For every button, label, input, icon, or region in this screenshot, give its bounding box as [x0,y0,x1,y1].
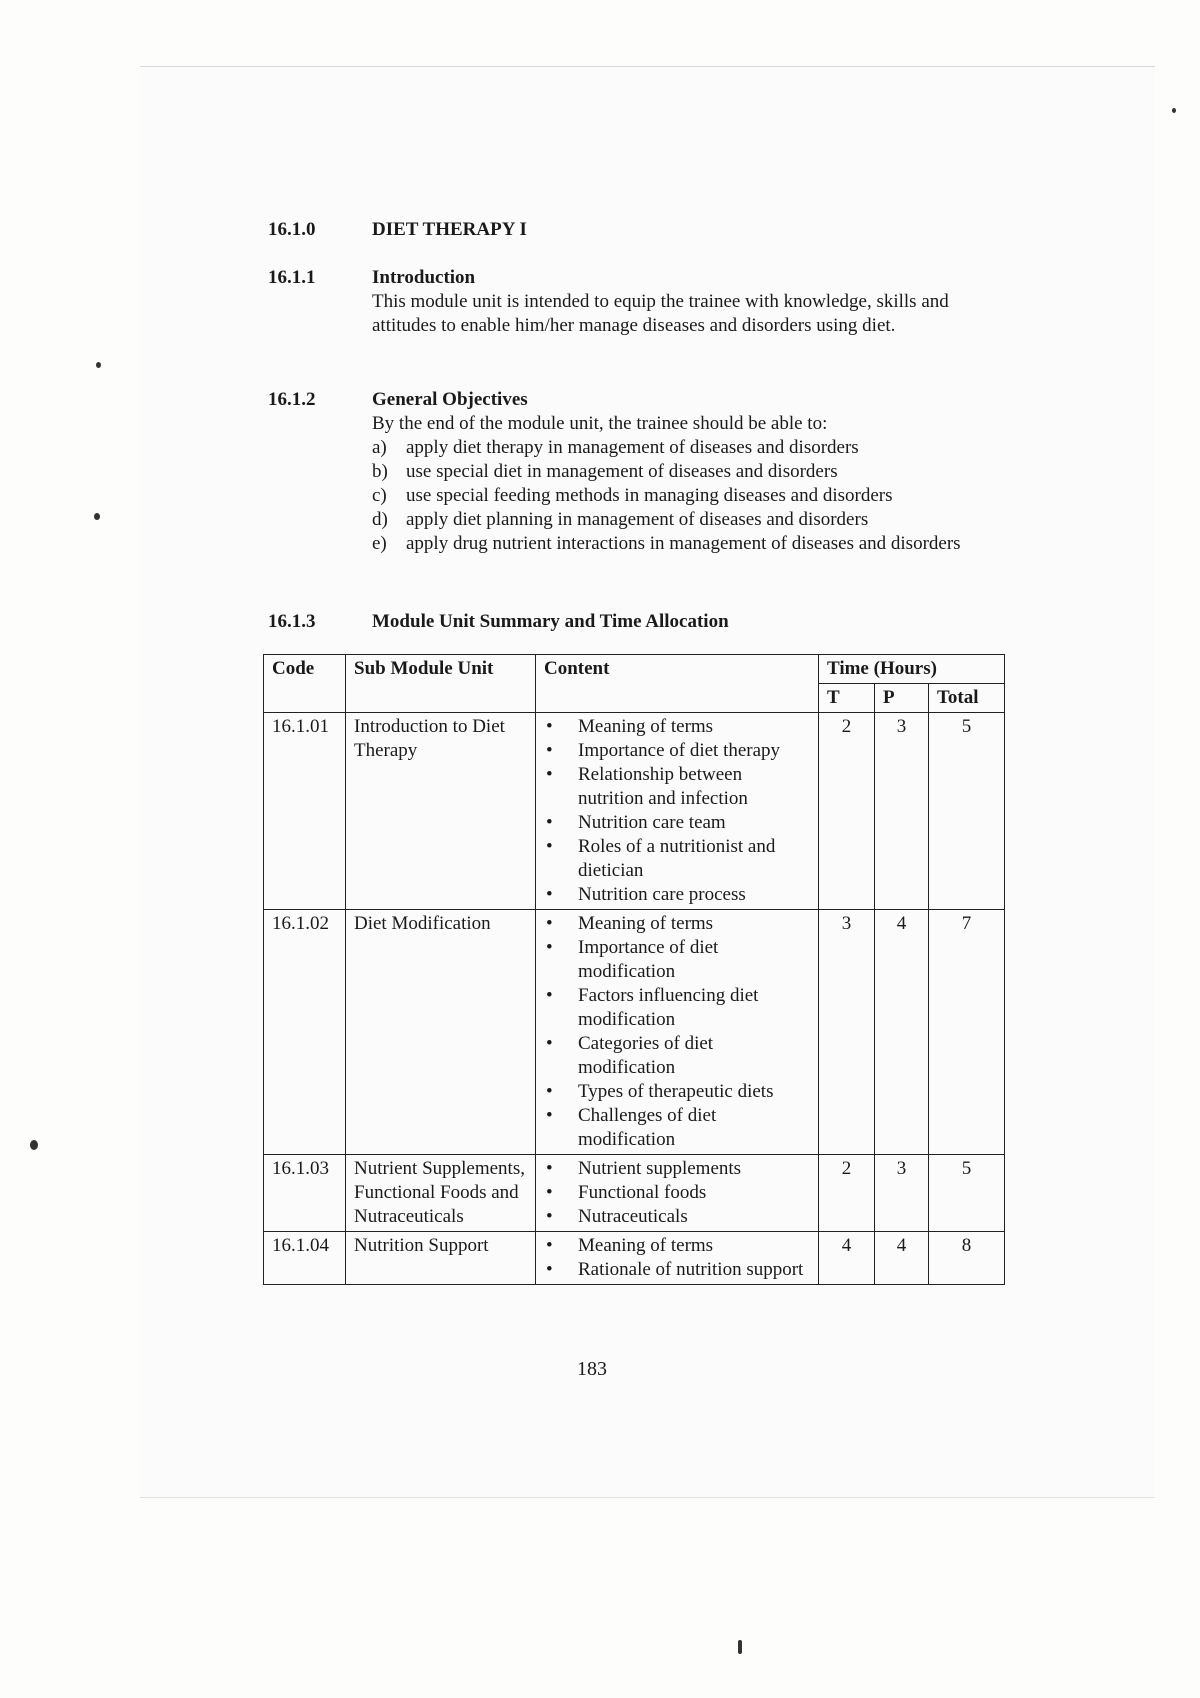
list-item: • Factors influencing diet modification [544,984,810,1032]
list-item: • Nutrition care team [544,811,810,835]
total-hours: 8 [929,1232,1005,1285]
code-cell: 16.1.01 [264,713,346,910]
summary-table [263,654,1005,1285]
section-heading: General Objectives [372,389,528,410]
introduction-text: This module unit is intended to equip the trainee with knowledge, skills and attitudes to enable him/her manage diseases and disorders using diet. [372,291,949,336]
scan-speck [94,513,100,520]
list-item: • Nutrition care process [544,883,810,907]
theory-hours: 3 [819,910,875,1155]
content-cell [536,1155,819,1232]
list-item: b) use special diet in management of diseases and disorders [372,461,838,482]
unit-cell: Introduction to Diet Therapy [346,713,536,910]
content-cell [536,910,819,1155]
unit-cell: Nutrition Support [346,1232,536,1285]
column-header: Total [929,684,1005,713]
list-item: • Categories of diet modification [544,1032,810,1080]
column-header: T [819,684,875,713]
theory-hours: 2 [819,1155,875,1232]
section-number: 16.1.1 [268,267,316,288]
list-item: • Meaning of terms [544,912,810,936]
list-item: • Rationale of nutrition support [544,1258,810,1282]
section-number: 16.1.2 [268,389,316,410]
list-item: • Nutraceuticals [544,1205,810,1229]
column-header: Content [536,655,819,713]
total-hours: 7 [929,910,1005,1155]
content-cell [536,713,819,910]
theory-hours: 4 [819,1232,875,1285]
scan-speck [96,362,101,368]
list-item: e) apply drug nutrient interactions in management of diseases and disorders [372,533,961,554]
list-item: • Importance of diet modification [544,936,810,984]
column-header: P [875,684,929,713]
list-item: • Types of therapeutic diets [544,1080,810,1104]
section-heading: Module Unit Summary and Time Allocation [372,611,729,632]
column-header: Sub Module Unit [346,655,536,713]
list-item: • Meaning of terms [544,1234,810,1258]
list-item: a) apply diet therapy in management of diseases and disorders [372,437,859,458]
practical-hours: 3 [875,713,929,910]
list-item: c) use special feeding methods in managing diseases and disorders [372,485,893,506]
list-item: • Meaning of terms [544,715,810,739]
table-row [264,1232,1005,1285]
table-row [264,713,1005,910]
list-item: • Roles of a nutritionist and dietician [544,835,810,883]
list-item: • Nutrient supplements [544,1157,810,1181]
section-number: 16.1.3 [268,611,316,632]
objectives-lead: By the end of the module unit, the trainee should be able to: [372,413,828,434]
unit-cell: Diet Modification [346,910,536,1155]
section-heading: Introduction [372,267,476,288]
scan-speck [1172,108,1176,113]
theory-hours: 2 [819,713,875,910]
column-header: Time (Hours) [819,655,1005,684]
list-item: • Importance of diet therapy [544,739,810,763]
page-number: 183 [577,1358,607,1380]
table-row [264,1155,1005,1232]
practical-hours: 4 [875,1232,929,1285]
unit-cell: Nutrient Supplements, Functional Foods and Nutraceuticals [346,1155,536,1232]
total-hours: 5 [929,1155,1005,1232]
list-item: • Functional foods [544,1181,810,1205]
objectives-list [372,436,992,556]
column-header: Code [264,655,346,713]
section-number: 16.1.0 [268,219,316,240]
total-hours: 5 [929,713,1005,910]
code-cell: 16.1.02 [264,910,346,1155]
list-item: d) apply diet planning in management of diseases and disorders [372,509,869,530]
scan-speck [738,1640,742,1654]
list-item: • Relationship between nutrition and infection [544,763,810,811]
practical-hours: 4 [875,910,929,1155]
code-cell: 16.1.04 [264,1232,346,1285]
scan-speck [30,1140,38,1150]
content-cell [536,1232,819,1285]
table-header-row [264,655,1005,684]
module-title: DIET THERAPY I [372,219,527,240]
code-cell: 16.1.03 [264,1155,346,1232]
table-row [264,910,1005,1155]
list-item: • Challenges of diet modification [544,1104,810,1152]
practical-hours: 3 [875,1155,929,1232]
